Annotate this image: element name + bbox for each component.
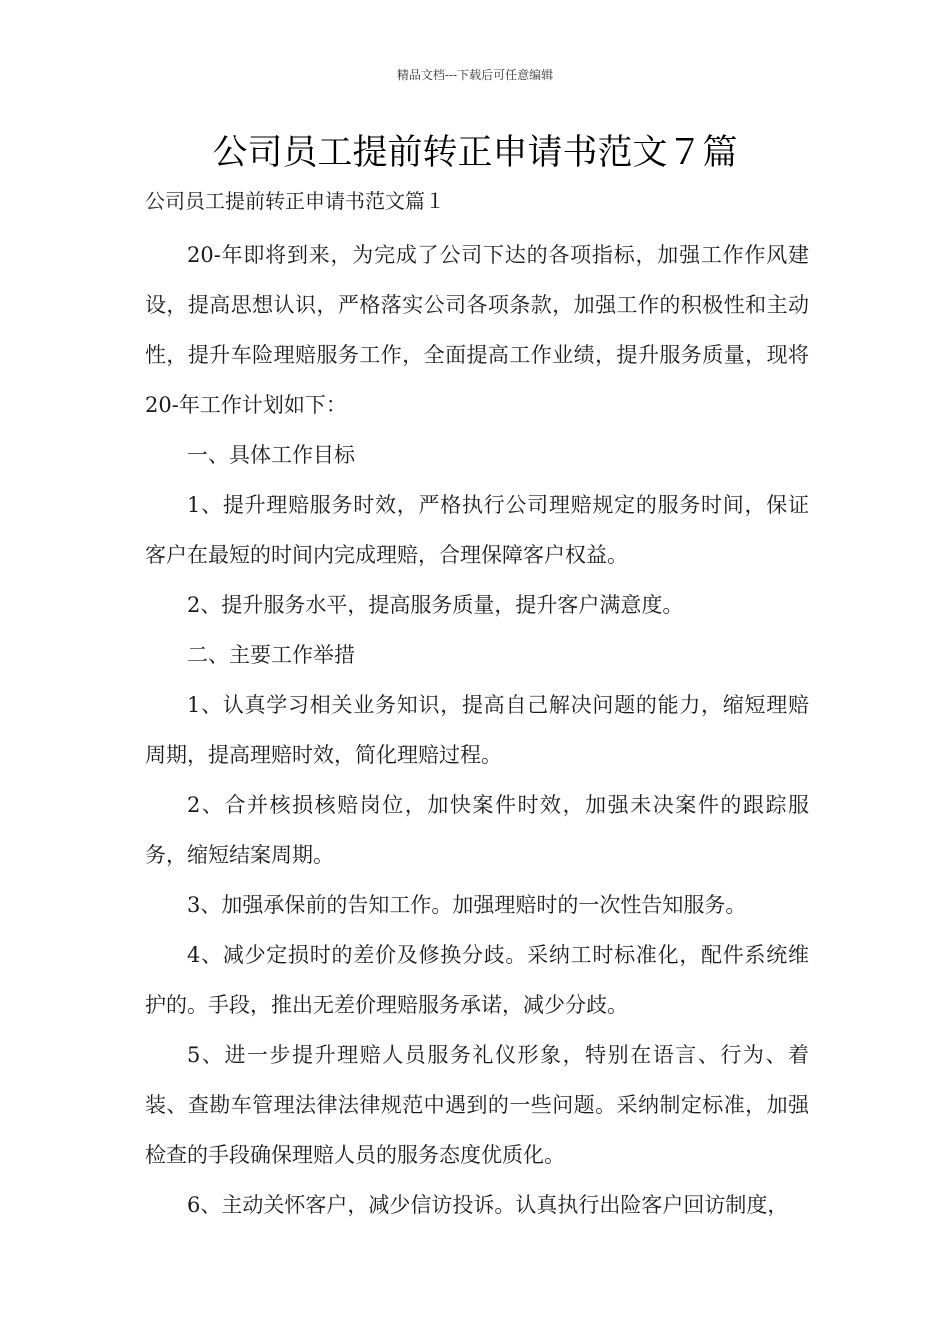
paragraph-measure-1: 1、认真学习相关业务知识，提高自己解决问题的能力，缩短理赔周期，提高理赔时效，简化理赔过程。	[145, 693, 809, 767]
heading-goals: 一、具体工作目标	[187, 443, 355, 467]
paragraph-measure-5: 5、进一步提升理赔人员服务礼仪形象，特别在语言、行为、着装、查勘车管理法律法律规范中遇到的一些问题。采纳制定标准，加强检查的手段确保理赔人员的服务态度优质化。	[145, 1043, 809, 1167]
paragraph-goal-2: 2、提升服务水平，提高服务质量，提升客户满意度。	[187, 593, 684, 617]
paragraph-intro: 20-年即将到来，为完成了公司下达的各项指标，加强工作作风建设，提高思想认识，严格落实公司各项条款，加强工作的积极性和主动性，提升车险理赔服务工作，全面提高工作业绩，提升服务质量，现将20-年工作计划如下：	[145, 243, 809, 417]
paragraph-measure-4: 4、减少定损时的差价及修换分歧。采纳工时标准化，配件系统维护的。手段，推出无差价理赔服务承诺，减少分歧。	[145, 943, 809, 1017]
document-body	[145, 230, 809, 1230]
paragraph-measure-2: 2、合并核损核赔岗位，加快案件时效，加强未决案件的跟踪服务，缩短结案周期。	[145, 793, 809, 867]
paragraph-measure-3: 3、加强承保前的告知工作。加强理赔时的一次性告知服务。	[187, 893, 747, 917]
paragraph-goal-1: 1、提升理赔服务时效，严格执行公司理赔规定的服务时间，保证客户在最短的时间内完成理赔，合理保障客户权益。	[145, 493, 809, 567]
header-watermark: 精品文档---下载后可任意编辑	[396, 68, 554, 82]
section-subtitle: 公司员工提前转正申请书范文篇１	[145, 189, 445, 213]
paragraph-measure-6: 6、主动关怀客户，减少信访投诉。认真执行出险客户回访制度，	[187, 1193, 789, 1217]
heading-measures: 二、主要工作举措	[187, 643, 355, 667]
document-title: 公司员工提前转正申请书范文７篇	[212, 133, 738, 173]
